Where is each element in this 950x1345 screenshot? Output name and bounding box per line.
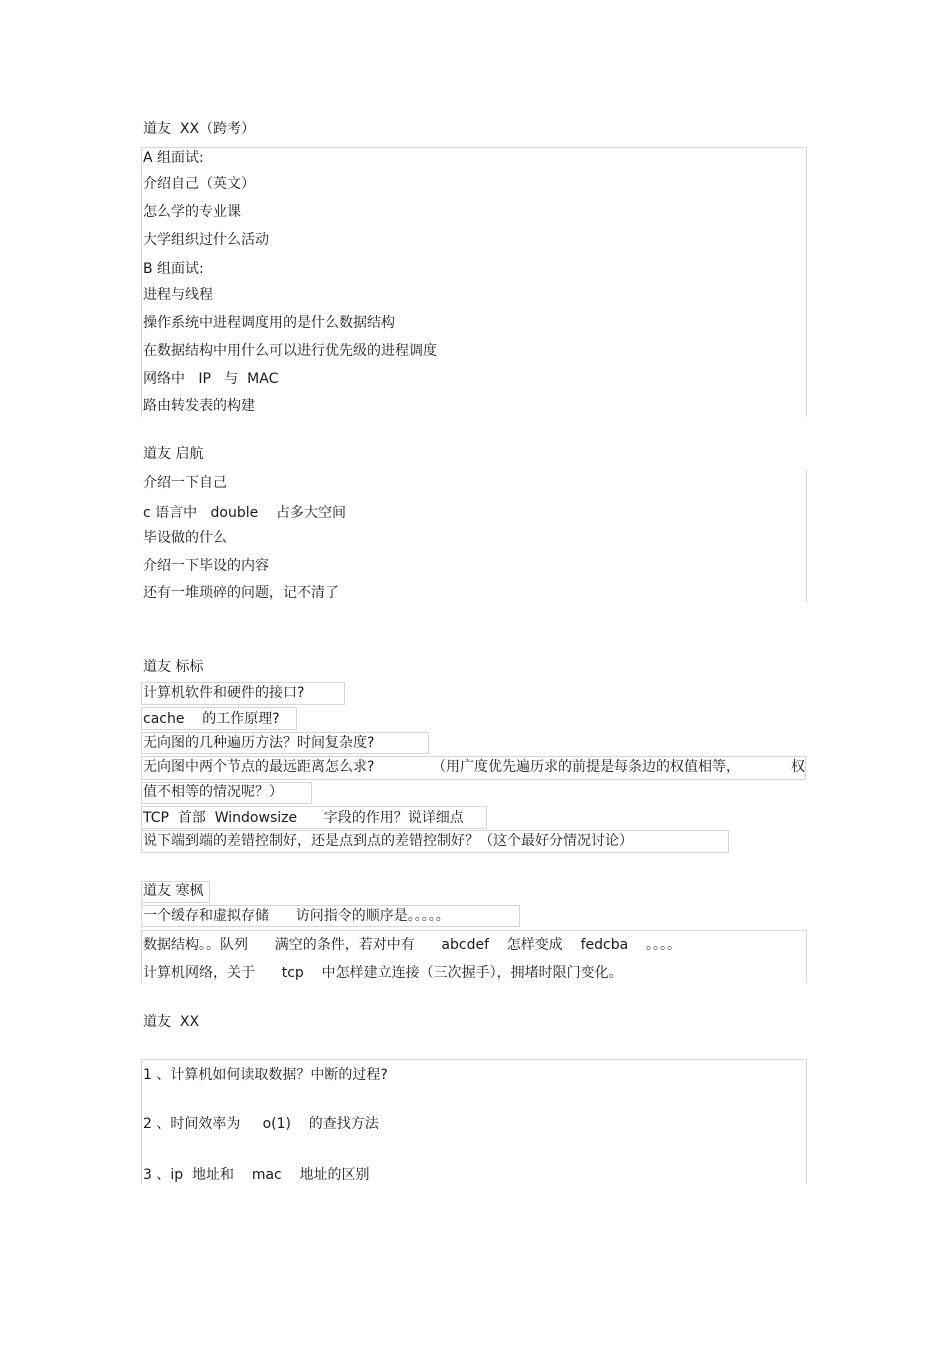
section-title-4: 道友 寒枫 — [143, 883, 204, 899]
s1-line-6: 进程与线程 — [143, 287, 213, 303]
s4-line-2: 数据结构。。队列 满空的条件，若对中有 abcdef 怎样变成 fedcba 。。。。 — [143, 937, 681, 953]
section-2-right-rule — [806, 470, 807, 603]
s5-line-3: 3 、ip 地址和 mac 地址的区别 — [143, 1167, 370, 1183]
s3-line-4a: 无向图中两个节点的最远距离怎么求? — [143, 759, 375, 775]
s4-line-1: 一个缓存和虚拟存储 访问指令的顺序是。。。。。 — [143, 908, 450, 924]
section-title-3: 道友 标标 — [143, 659, 204, 675]
section-title-1: 道友 XX（跨考） — [143, 121, 256, 137]
s1-line-3: 怎么学的专业课 — [143, 204, 241, 220]
s2-line-1: 介绍一下自己 — [143, 475, 227, 491]
s5-line-1: 1 、计算机如何读取数据？中断的过程? — [143, 1067, 388, 1083]
s2-line-2: c 语言中 double 占多大空间 — [143, 505, 347, 521]
s3-line-3: 无向图的几种遍历方法？时间复杂度? — [143, 735, 375, 751]
s1-line-7: 操作系统中进程调度用的是什么数据结构 — [143, 315, 395, 331]
s1-line-8: 在数据结构中用什么可以进行优先级的进程调度 — [143, 343, 437, 359]
s4-line-3: 计算机网络，关于 tcp 中怎样建立连接（三次握手），拥堵时限门变化。 — [143, 965, 623, 981]
s3-line-7: 说下端到端的差错控制好，还是点到点的差错控制好？（这个最好分情况讨论） — [143, 833, 633, 849]
s1-line-9: 网络中 IP 与 MAC — [143, 371, 279, 387]
s1-line-5: B 组面试: — [143, 261, 204, 277]
s3-line-5: 值不相等的情况呢？） — [143, 784, 283, 800]
s1-line-4: 大学组织过什么活动 — [143, 232, 269, 248]
s3-line-2: cache 的工作原理? — [143, 711, 280, 727]
s5-line-2: 2 、时间效率为 o(1) 的查找方法 — [143, 1116, 379, 1132]
s3-line-6: TCP 首部 Windowsize 字段的作用？说详细点 — [143, 810, 464, 826]
section-title-5: 道友 XX — [143, 1014, 200, 1030]
s3-line-1: 计算机软件和硬件的接口? — [143, 685, 305, 701]
s1-line-2: 介绍自己（英文） — [143, 176, 255, 192]
s2-line-4: 介绍一下毕设的内容 — [143, 558, 269, 574]
section-title-2: 道友 启航 — [143, 446, 204, 462]
s2-line-5: 还有一堆琐碎的问题，记不清了 — [143, 585, 339, 601]
s1-line-10: 路由转发表的构建 — [143, 398, 255, 414]
s3-line-4c: 权 — [791, 759, 805, 775]
s3-line-4b: （用广度优先遍历求的前提是每条边的权值相等， — [432, 759, 740, 775]
s2-line-3: 毕设做的什么 — [143, 530, 227, 546]
s1-line-1: A 组面试: — [143, 150, 204, 166]
